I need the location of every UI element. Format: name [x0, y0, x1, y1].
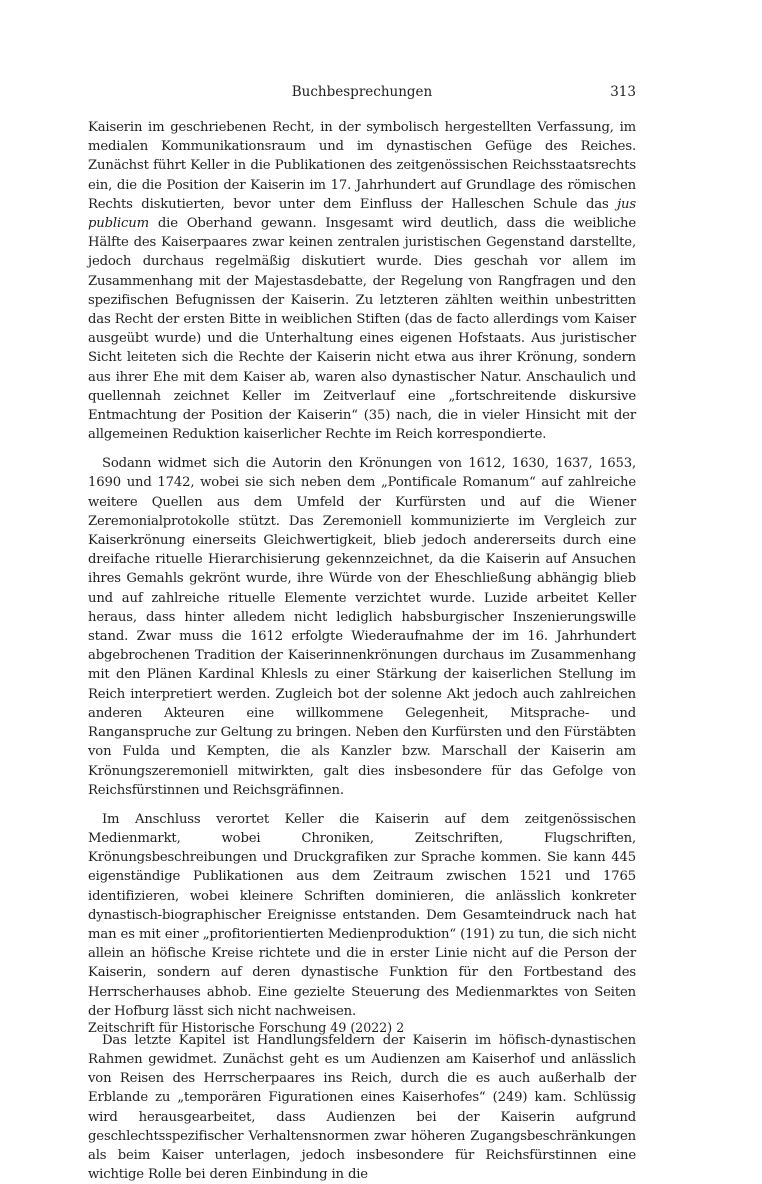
paragraph-2: Sodann widmet sich die Autorin den Krönungen von 1612, 1630, 1637, 1653, 1690 und 1742, wobei sie sich neben dem „Pontificale Romanum“ auf zahlreiche weitere Quellen aus dem Umfeld der Kurfürsten und auf die Wiener Zeremonialprotokolle stützt. Das Zeremoniell kommunizierte im Vergleich zur Kaiserkrönung einerseits Gleichwertigkeit, blieb jedoch andererseits durch eine dreifache rituelle Hierarchisierung gekennzeichnet, da die Kaiserin auf Ansuchen ihres Gemahls gekrönt wurde, ihre Würde von der Eheschließung abhängig blieb und auf zahlreiche rituelle Elemente verzichtet wurde. Luzide arbeitet Keller heraus, dass hinter alledem nicht lediglich habsburgischer Inszenierungswille stand. Zwar muss die 1612 erfolgte Wiederaufnahme der im 16. Jahrhundert abgebrochenen Tradition der Kaiserinnenkrönungen durchaus im Zusammenhang mit den Plänen Kardinal Khlesls zu einer Stärkung der kaiserlichen Stellung im Reich interpretiert werden. Zugleich bot der solenne Akt jedoch auch zahlreichen anderen Akteuren eine willkommene Gelegenheit, Mitsprache- und Ranganspruche zur Geltung zu bringen. Neben den Kurfürsten und den Fürstäbten von Fulda und Kempten, die als Kanzler bzw. Marschall der Kaiserin am Krönungszeremoniell mitwirkten, galt dies insbesondere für das Gefolge von Reichsfürstinnen und Reichsgräfinnen. [88, 456, 636, 798]
paragraph-1-after: die Oberhand gewann. Insgesamt wird deutlich, dass die weibliche Hälfte des Kaiserpaares zwar keinen zentralen juristischen Gegenstand darstellte, jedoch durchaus regelmäßig diskutiert wurde. Dies geschah vor allem im Zusammenhang mit der Majestasdebatte, der Regelung von Rangfragen und den spezifischen Befugnissen der Kaiserin. Zu letzteren zählten weithin unbestritten das Recht der ersten Bitte in weiblichen Stiften (das de facto allerdings vom Kaiser ausgeübt wurde) und die Unterhaltung eines eigenen Hofstaats. Aus juristischer Sicht leiteten sich die Rechte der Kaiserin nicht etwa aus ihrer Krönung, sondern aus ihrer Ehe mit dem Kaiser ab, waren also dynastischer Natur. Anschaulich und quellennah zeichnet Keller im Zeitverlauf eine „fortschreitende diskursive Entmachtung der Position der Kaiserin“ (35) nach, die in vieler Hinsicht mit der allgemeinen Reduktion kaiserlicher Rechte im Reich korrespondierte. [88, 216, 636, 443]
paragraph-1-before: Kaiserin im geschriebenen Recht, in der symbolisch hergestellten Verfassung, im medialen Kommunikationsraum und im dynastischen Gefüge des Reiches. Zunächst führt Keller in die Publikationen des zeitgenössischen Reichsstaatsrechts ein, die die Position der Kaiserin im 17. Jahrhundert auf Grundlage des römischen Rechts diskutierten, bevor unter dem Einfluss der Halleschen Schule das [88, 120, 636, 212]
journal-footer: Zeitschrift für Historische Forschung 49 (2022) 2 [88, 1020, 405, 1035]
running-title: Buchbesprechungen [291, 84, 433, 100]
running-head [88, 84, 636, 104]
paragraph-1-emphasis: jus publicum [88, 196, 636, 232]
page-number: 313 [610, 84, 636, 100]
paragraph-4: Das letzte Kapitel ist Handlungsfeldern der Kaiserin im höfisch-dynastischen Rahmen gewidmet. Zunächst geht es um Audienzen am Kaiserhof und anlässlich von Reisen des Herrscherpaares ins Reich, durch die es auch außerhalb der Erblande zu „temporären Figurationen eines Kaiserhofes“ (249) kam. Schlüssig wird herausgearbeitet, dass Audienzen bei der Kaiserin aufgrund geschlechtsspezifischer Verhaltensnormen zwar höheren Zugangsbeschränkungen als beim Kaiser unterlagen, jedoch insbesondere für Reichsfürstinnen eine wichtige Rolle bei deren Einbindung in die [88, 1032, 636, 1183]
paragraph-3: Im Anschluss verortet Keller die Kaiserin auf dem zeitgenössischen Medienmarkt, wobei Chroniken, Zeitschriften, Flugschriften, Krönungsbeschreibungen und Druckgrafiken zur Sprache kommen. Sie kann 445 eigenständige Publikationen aus dem Zeitraum zwischen 1521 und 1765 identifizieren, wobei kleinere Schriften dominieren, die anlässlich konkreter dynastisch-biographischer Ereignisse entstanden. Dem Gesamteindruck nach hat man es mit einer „profitorientierten Medienproduktion“ (191) zu tun, die sich nicht allein an höfische Kreise richtete und die in erster Linie nicht auf die Person der Kaiserin, sondern auf deren dynastische Funktion für den Fortbestand des Herrscherhauses abhob. Eine gezielte Steuerung des Medienmarktes von Seiten der Hofburg lässt sich nicht nachweisen. [88, 811, 636, 1019]
paragraph-1 [88, 118, 636, 444]
book-review-page [88, 0, 636, 1183]
